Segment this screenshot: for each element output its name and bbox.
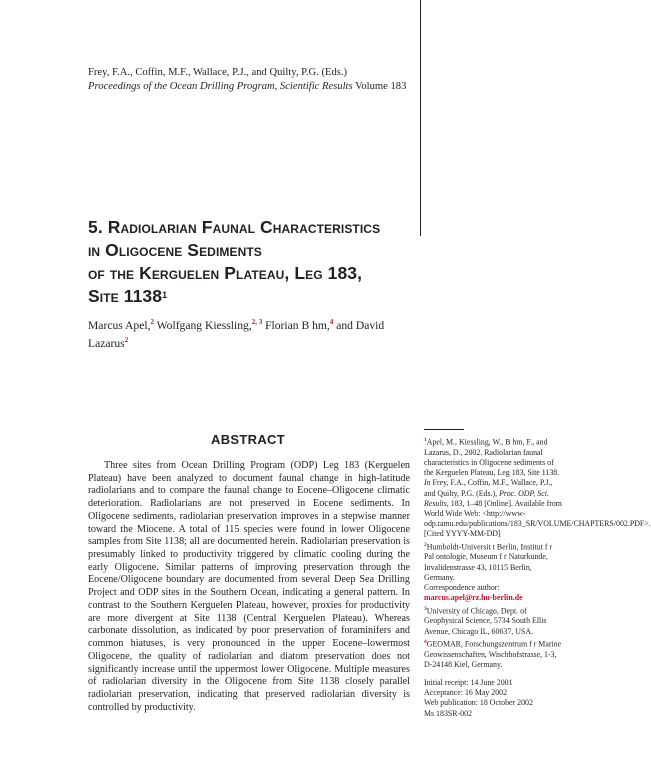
footnote-2-text: Humboldt-Universit t Berlin, Institut f r Pal ontologie, Museum f r Naturkunde, Invalidenstrasse 43, 10115 Berlin, Germany. (424, 542, 553, 582)
footnote-4 (424, 637, 564, 670)
author-kiessling-ref[interactable]: 2, 3 (251, 318, 263, 326)
footnote-2 (424, 540, 564, 583)
editors-line: Frey, F.A., Coffin, M.F., Wallace, P.J., and Quilty, P.G. (Eds.) (88, 67, 348, 78)
vertical-divider (420, 0, 421, 236)
footnote-3-number: 3 (424, 605, 427, 612)
author-boehm-ref[interactable]: 4 (329, 318, 334, 326)
proceedings-line (88, 80, 408, 94)
author-lazarus: and David Lazarus (88, 318, 385, 351)
footnote-3-text: University of Chicago, Dept. of Geophysical Science, 5734 South Ellis Avenue, Chicago IL, 60637, USA. (424, 606, 547, 636)
citation-header (88, 66, 408, 94)
paper-title (88, 216, 418, 308)
footnote-1 (424, 435, 651, 540)
abstract-body: Three sites from Ocean Drilling Program (ODP) Leg 183 (Kerguelen Plateau) have been analyzed to document faunal change in high-latitude radiolarians and to compare the faunal change to Eocene–Oligocene climatic deterioration. Radiolarians are not preserved in Eocene sediments. In Oligocene sediments, radiolarian preservation improves in a stepwise manner toward the Miocene. A total of 115 species were found in lower Oligocene samples from Site 1138; all are documented herein. Radiolarian preservation is presumably linked to productivity triggered by climatic cooling during the early Oligocene. Similar patterns of improving preservation through the Eocene/Oligocene boundary are documented from several Deep Sea Drilling Project and ODP sites in the Southern Ocean, indicating a general pattern. In contrast to the Southern Kerguelen Plateau, however, proxies for productivity are more divergent at Site 1138 (Central Kerguelen Plateau). Whereas carbonate dissolution, as indicated by poor preservation of foraminifers and common hiatuses, is very pronounced in the upper Eocene–lowermost Oligocene, the quality of radiolarian and diatom preservation does not significantly increase until the uppermost lower Oligocene. Multiple measures of radiolarian diversity in the Oligocene from Site 1138 closely parallel radiolarian preservation, indicating that preserved radiolarian diversity is controlled by productivity. (88, 460, 410, 713)
footnote-2-number: 2 (424, 541, 427, 548)
footnote-1-text-c: Frey, F.A., Coffin, M.F., Wallace, P.J., and Quilty, P.G. (Eds.), (424, 478, 553, 498)
footnote-rule (424, 429, 464, 430)
proceedings-title: Proceedings of the Ocean Drilling Program, Scientific Results (88, 81, 353, 92)
author-list (88, 315, 418, 352)
author-lazarus-ref[interactable]: 2 (124, 336, 129, 345)
footnote-1-text-d: Proc. ODP, Sci. Results, (424, 488, 549, 508)
author-kiessling: Wolfgang Kiessling, (153, 318, 252, 332)
footnote-1-text-b: In (424, 478, 431, 488)
footnote-1-number: 1 (424, 437, 427, 443)
title-line-3: of the Kerguelen Plateau, Leg 183, (88, 263, 363, 283)
correspondence-email-link[interactable]: marcus.apel@rz.hu-berlin.de (424, 593, 523, 603)
manuscript-id: Ms 183SR-002 (424, 708, 473, 718)
footnote-4-number: 4 (424, 638, 427, 645)
title-line-4 (88, 285, 418, 308)
footnote-sidebar (424, 435, 651, 719)
author-boehm: Florian B hm, (262, 318, 330, 332)
footnote-1-text-a: Apel, M., Kiessling, W., B hm, F., and Lazarus, D., 2002. Radiolarian faunal characteristics in Oligocene sediments of the Kerguelen Plateau, Leg 183, Site 1138. (424, 437, 560, 478)
footnote-3 (424, 604, 564, 637)
title-footnote-ref[interactable]: 1 (162, 290, 168, 300)
footnote-1-text-e: 183, 1–48 [Online]. Available from World Wide Web: <http://www-odp.tamu.edu/publications/183_SR/VOLUME/CHAPTERS/002.PDF>. [Cited YYYY-MM-DD] (424, 498, 651, 539)
acceptance-date: Acceptance: 16 May 2002 (424, 688, 508, 698)
initial-receipt: Initial receipt: 14 June 2001 (424, 677, 513, 687)
title-site: Site 1138 (88, 286, 163, 306)
correspondence-label: Correspondence author: (424, 583, 500, 593)
author-apel: Marcus Apel, (88, 318, 151, 332)
author-apel-ref[interactable]: 2 (150, 318, 154, 326)
footnote-4-text: GEOMAR, Forschungszentrum f r Marine Geowissenschaften, Wischhofstrasse, 1-3, D-24148 Kiel, Germany. (424, 639, 562, 669)
title-line-1: 5. Radiolarian Faunal Characteristics (88, 217, 381, 237)
abstract-heading: ABSTRACT (211, 432, 285, 447)
volume-label: Volume 183 (352, 81, 407, 92)
title-line-2: in Oligocene Sediments (88, 240, 262, 260)
web-publication-date: Web publication: 18 October 2002 (424, 698, 533, 708)
